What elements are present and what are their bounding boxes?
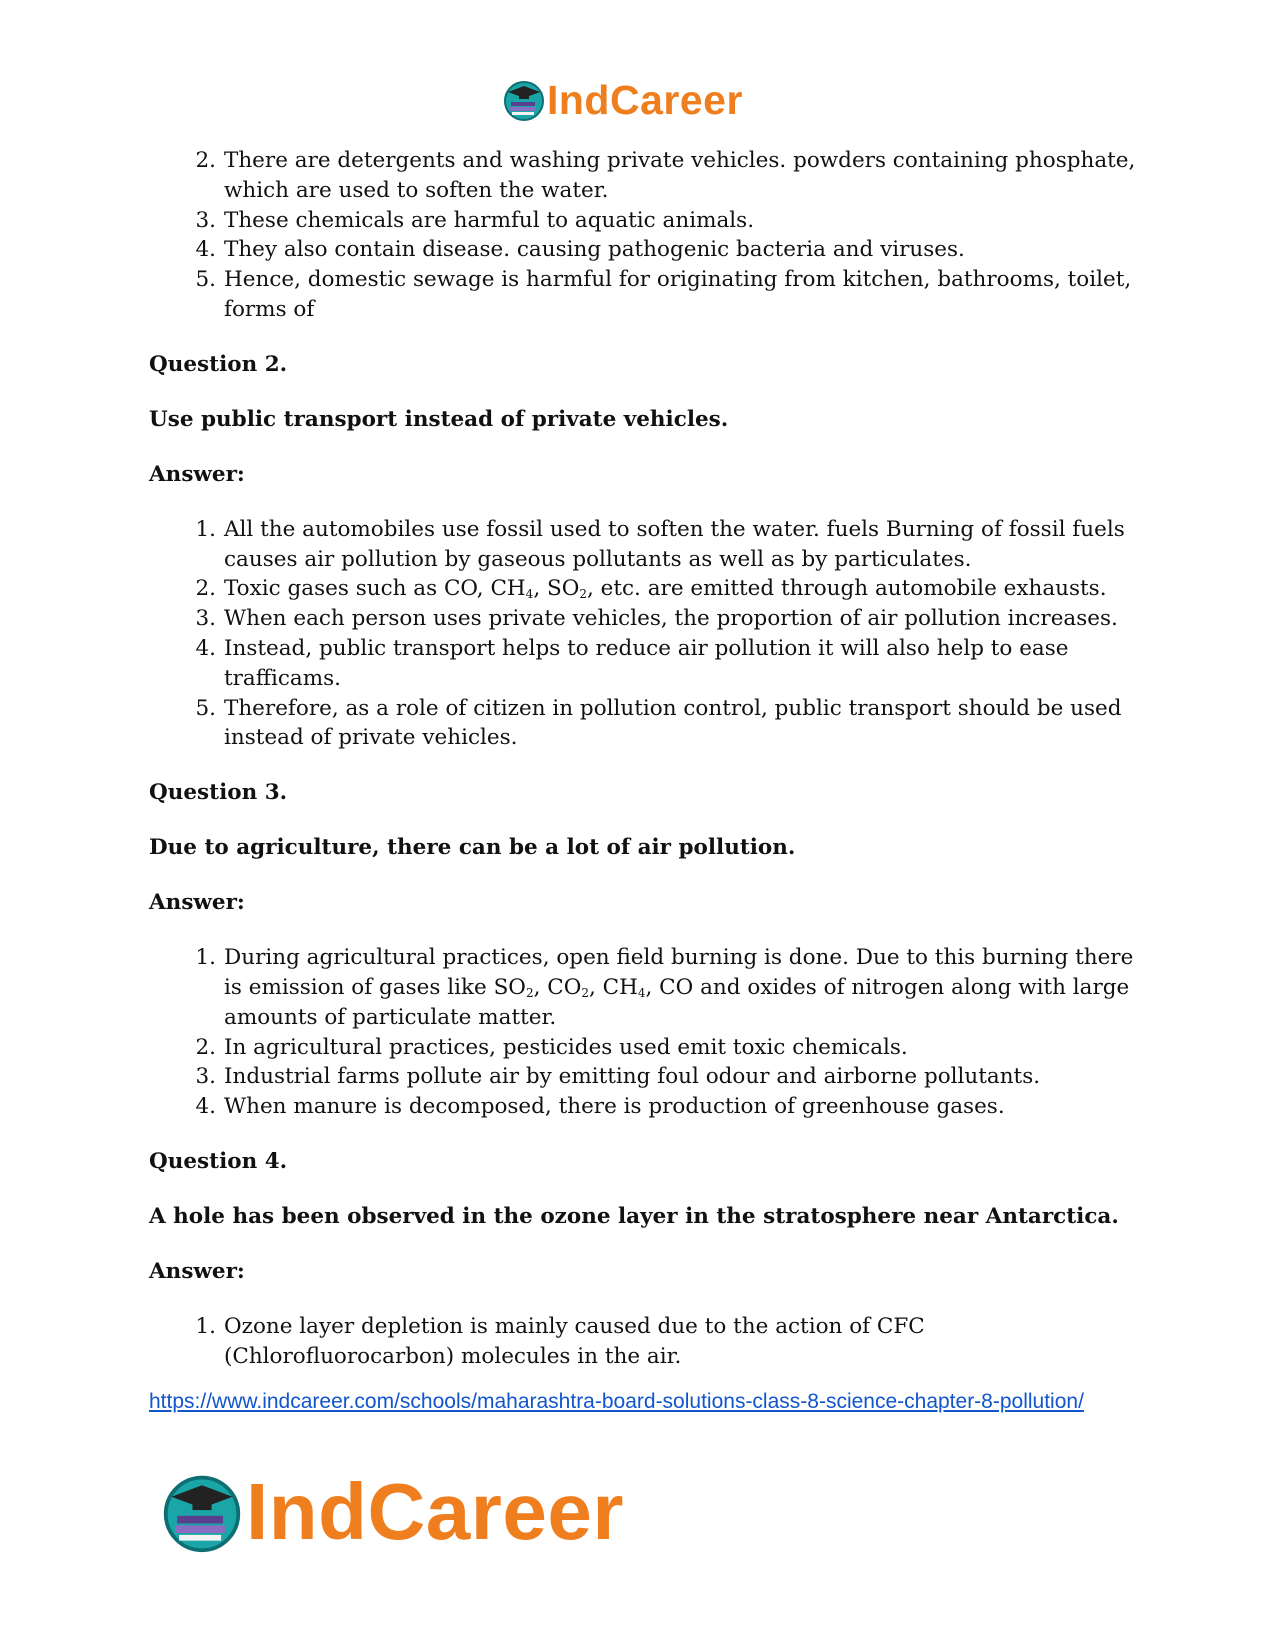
question-4-answer-label: Answer: (149, 1258, 245, 1284)
list-item: 3. These chemicals are harmful to aquatic animals. (195, 207, 755, 233)
question-3-answer-label: Answer: (149, 890, 245, 916)
question-2-answer-list (149, 515, 1139, 753)
list-item: 4. When manure is decomposed, there is production of greenhouse gases. (195, 1094, 1005, 1120)
list-item: 4. They also contain disease. causing pathogenic bacteria and viruses. (195, 237, 965, 263)
list-item: 2. There are detergents and washing private vehicles. powders containing phosphate, which are used to soften the water. (195, 148, 1136, 203)
list-item: 5. Hence, domestic sewage is harmful for originating from kitchen, bathrooms, toilet, forms of (195, 267, 1132, 322)
indcareer-logo-footer (160, 1467, 624, 1556)
question-4-label: Question 4. (149, 1148, 288, 1174)
graduation-globe-icon (160, 1470, 244, 1554)
intro-list (149, 146, 1139, 325)
list-item: 3. When each person uses private vehicles, the proportion of air pollution increases. (195, 606, 1118, 632)
question-4-answer-list (149, 1312, 1139, 1372)
list-item: 2. In agricultural practices, pesticides used emit toxic chemicals. (195, 1034, 908, 1060)
indcareer-logo-header (502, 78, 743, 122)
question-2-label: Question 2. (149, 351, 288, 377)
list-item: 2. Toxic gases such as CO, $CH_4$, $SO_2$, etc. are emitted through automobile exhausts. (195, 576, 1107, 602)
question-3-statement: Due to agriculture, there can be a lot of air pollution. (149, 835, 796, 861)
graduation-globe-icon (502, 78, 546, 122)
source-url-link[interactable]: https://www.indcareer.com/schools/maharashtra-board-solutions-class-8-science-chapter-8-pollution/ (149, 1390, 1084, 1413)
list-item: 4. Instead, public transport helps to reduce air pollution it will also help to ease trafficams. (195, 635, 1069, 691)
brand-wordmark: IndCareer (547, 77, 743, 123)
question-3-answer-list (149, 943, 1139, 1122)
question-2-statement: Use public transport instead of private vehicles. (149, 406, 729, 432)
document-body (149, 146, 1139, 1372)
question-4-statement: A hole has been observed in the ozone layer in the stratosphere near Antarctica. (149, 1203, 1119, 1229)
list-item: 1. During agricultural practices, open field burning is done. Due to this burning there is emission of gases like $SO_2$, $CO_2$, $CH_4$, CO and oxides of nitrogen along with large amounts of particulate matter. (195, 945, 1134, 1030)
question-2-answer-label: Answer: (149, 461, 245, 487)
list-item: 1. Ozone layer depletion is mainly caused due to the action of CFC (Chlorofluorocarbon) molecules in the air. (195, 1313, 925, 1369)
list-item: 1. All the automobiles use fossil used to soften the water. fuels Burning of fossil fuels causes air pollution by gaseous pollutants as well as by particulates. (195, 516, 1125, 572)
question-3-label: Question 3. (149, 780, 288, 806)
list-item: 5. Therefore, as a role of citizen in pollution control, public transport should be used instead of private vehicles. (195, 695, 1122, 751)
brand-wordmark: IndCareer (246, 1467, 624, 1556)
list-item: 3. Industrial farms pollute air by emitting foul odour and airborne pollutants. (195, 1064, 1041, 1090)
